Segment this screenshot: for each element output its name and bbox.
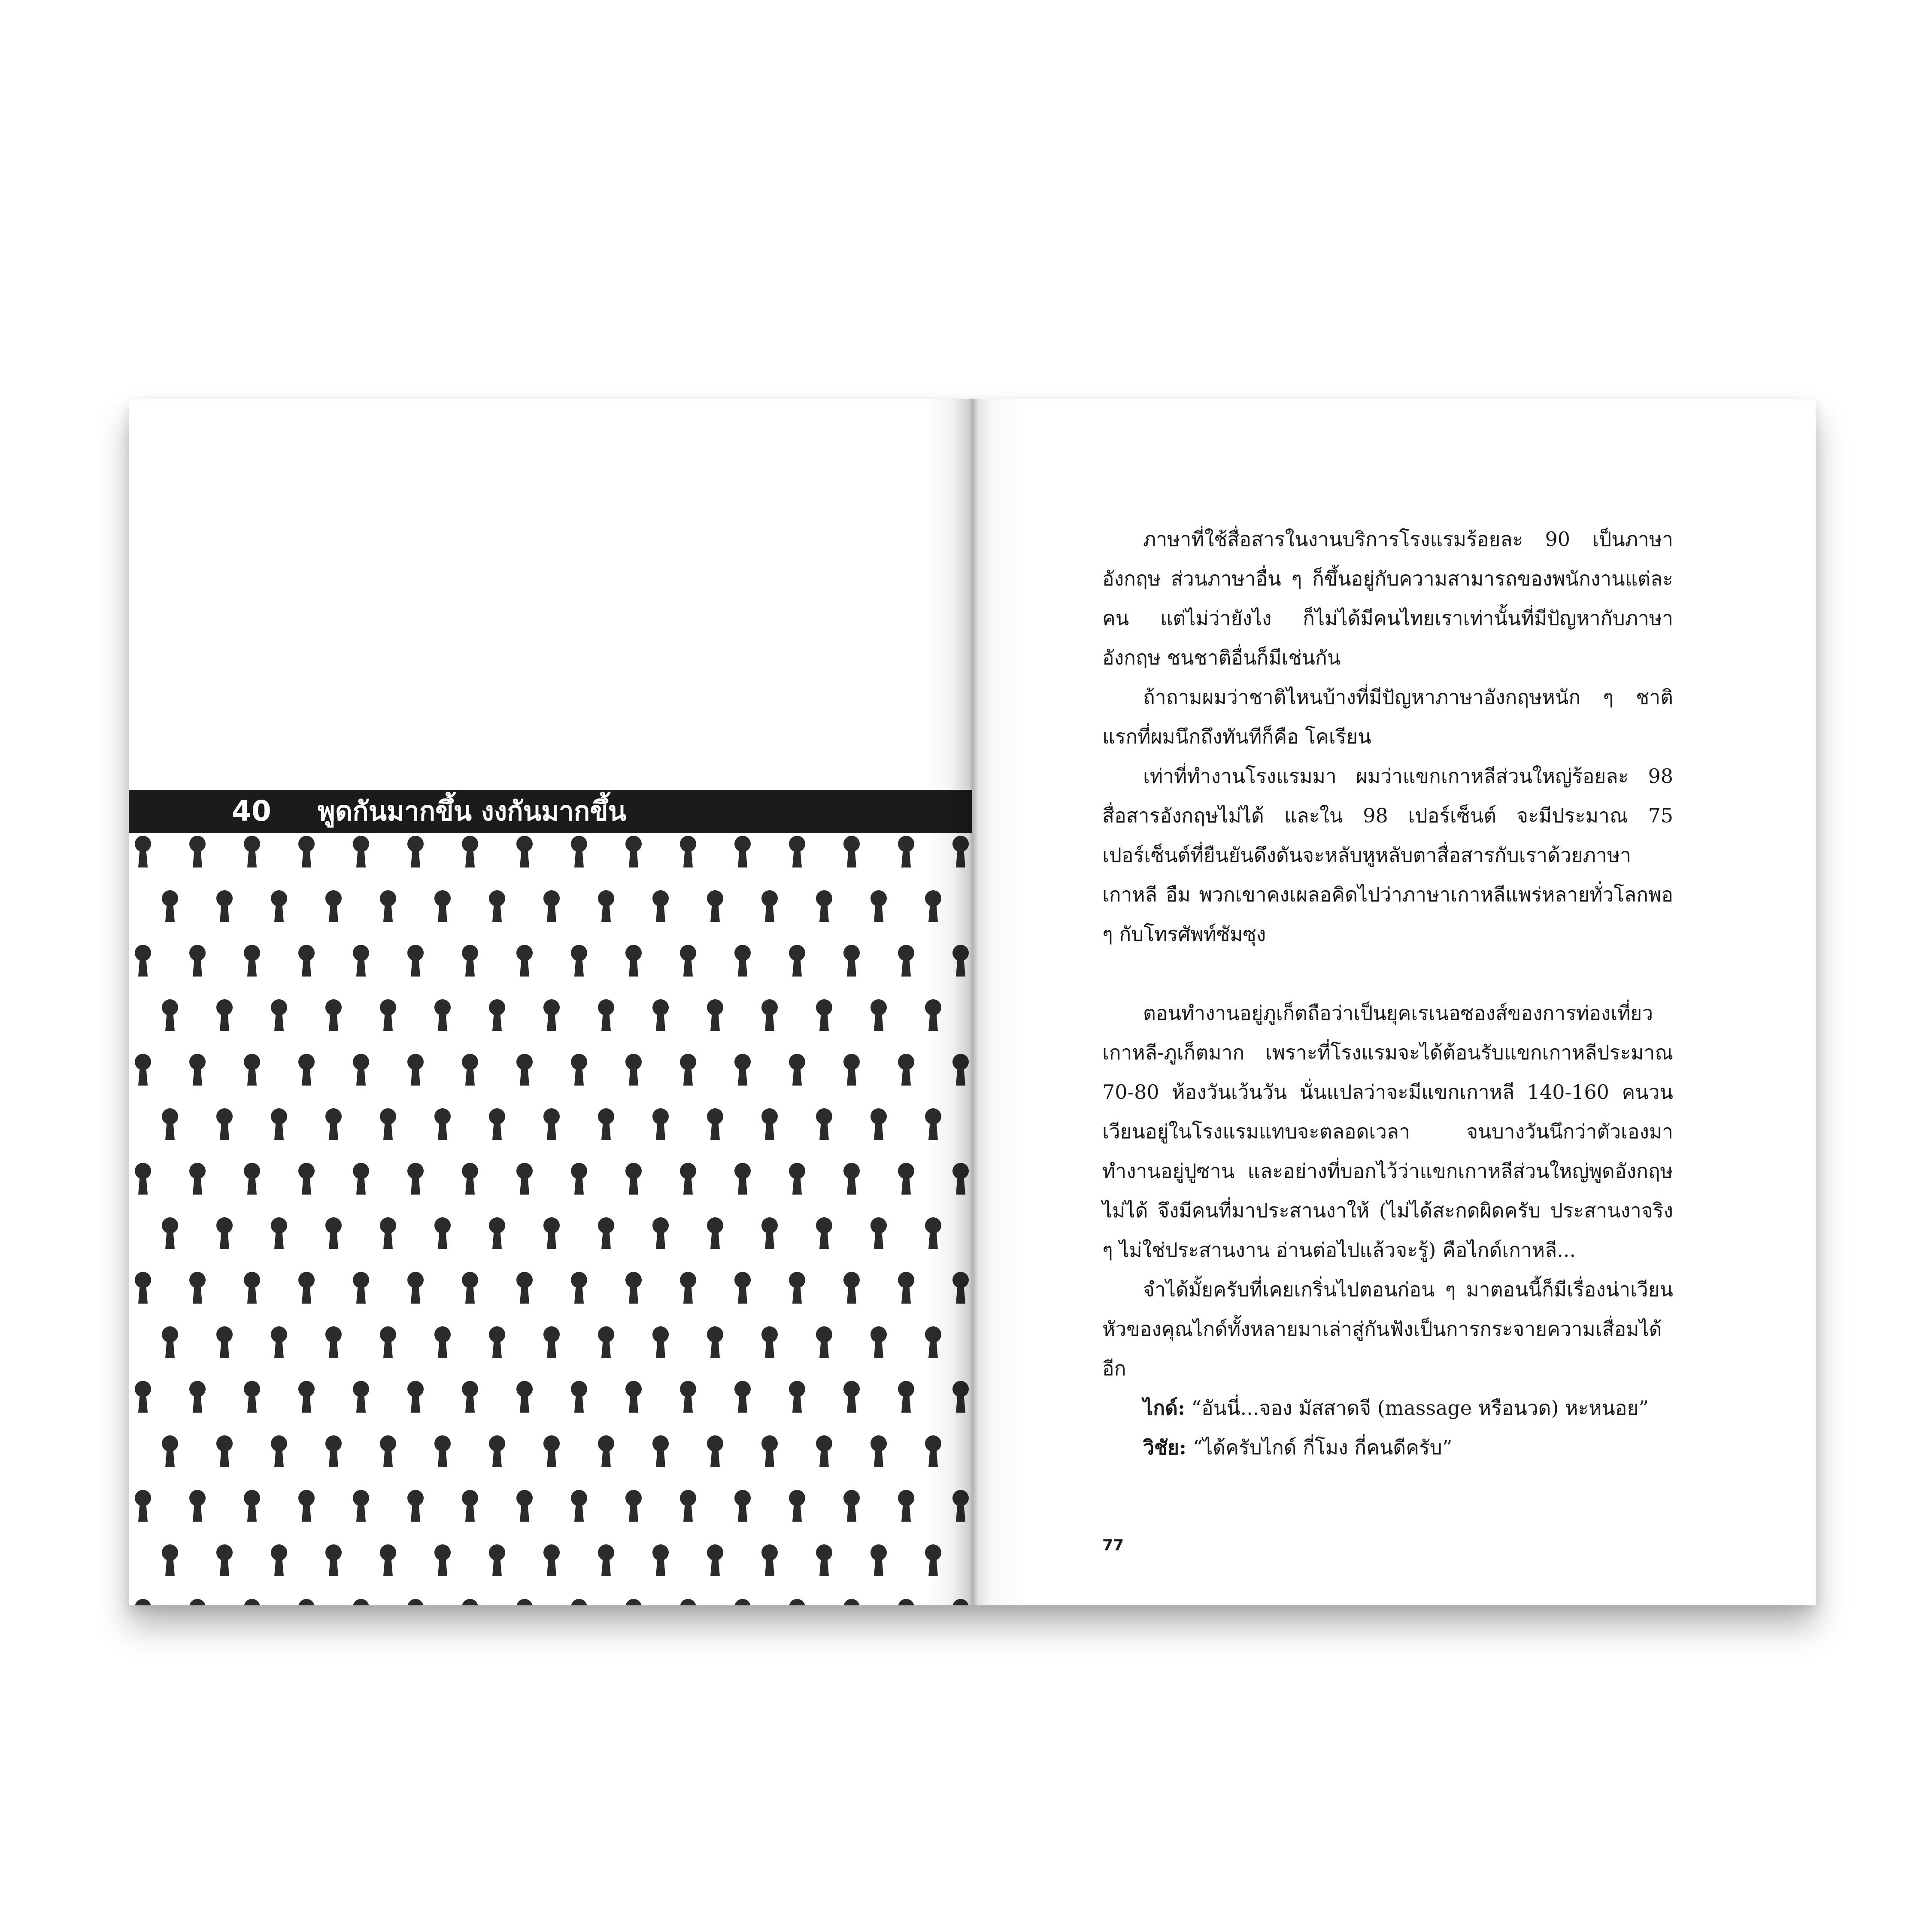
keyhole-icon — [870, 1326, 887, 1358]
keyhole-icon — [162, 1326, 178, 1358]
keyhole-icon — [407, 1381, 424, 1413]
keyhole-icon — [598, 1544, 614, 1576]
dialogue-speaker: ไกด์: — [1143, 1396, 1185, 1419]
keyhole-icon — [789, 836, 805, 867]
keyhole-icon — [271, 1544, 287, 1576]
keyhole-icon — [707, 890, 723, 922]
keyhole-icon — [598, 890, 614, 922]
keyhole-icon — [380, 1435, 396, 1467]
keyhole-icon — [216, 999, 233, 1031]
keyhole-icon — [707, 999, 723, 1031]
keyhole-icon — [952, 945, 969, 977]
keyhole-icon — [843, 836, 860, 867]
keyhole-icon — [325, 1544, 342, 1576]
keyhole-icon — [652, 890, 669, 922]
dialogue-text: “อันนี่...จอง มัสสาดจี (massage หรือนวด) หะหนอย” — [1191, 1396, 1649, 1419]
keyhole-icon — [761, 1217, 778, 1249]
keyhole-icon — [652, 1108, 669, 1140]
keyhole-icon — [189, 1272, 206, 1304]
chapter-number: 40 — [232, 795, 271, 828]
keyhole-icon — [162, 1435, 178, 1467]
keyhole-icon — [707, 1217, 723, 1249]
keyhole-icon — [462, 1599, 478, 1605]
keyhole-icon — [462, 1054, 478, 1086]
paragraph: ถ้าถามผมว่าชาติไหนบ้างที่มีปัญหาภาษาอังกฤษหนัก ๆ ชาติแรกที่ผมนึกถึงทันทีก็คือ โคเรียน — [1102, 685, 1673, 748]
keyhole-icon — [298, 945, 315, 977]
keyhole-icon — [571, 1272, 587, 1304]
book-spread — [129, 399, 1816, 1605]
keyhole-icon — [298, 1381, 315, 1413]
keyhole-icon — [816, 890, 832, 922]
paragraph: ภาษาที่ใช้สื่อสารในงานบริการโรงแรมร้อยละ 90 เป็นภาษาอังกฤษ ส่วนภาษาอื่น ๆ ก็ขึ้นอยู่กับความสามารถของพนักงานแต่ละคน แต่ไม่ว่ายังไง ก็ไม่ได้มีคนไทยเราเท่านั้นที่มีปัญหากับภาษาอังกฤษ ชนชาติอื่นก็มีเช่นกัน — [1102, 528, 1673, 669]
keyhole-icon — [843, 1272, 860, 1304]
dialogue-speaker: วิชัย: — [1143, 1436, 1186, 1459]
keyhole-icon — [625, 945, 642, 977]
keyhole-icon — [434, 1217, 451, 1249]
chapter-header-bar — [129, 790, 972, 833]
keyhole-icon — [353, 1381, 369, 1413]
keyhole-icon — [407, 836, 424, 867]
keyhole-icon — [734, 1490, 751, 1522]
keyhole-icon — [516, 1163, 533, 1195]
keyhole-icon — [516, 1490, 533, 1522]
keyhole-icon — [652, 1435, 669, 1467]
keyhole-icon — [407, 1272, 424, 1304]
keyhole-icon — [680, 1490, 696, 1522]
keyhole-icon — [462, 1490, 478, 1522]
keyhole-icon — [898, 945, 914, 977]
keyhole-icon — [843, 1381, 860, 1413]
keyhole-icon — [216, 1326, 233, 1358]
keyhole-icon — [952, 1054, 969, 1086]
keyhole-icon — [353, 836, 369, 867]
keyhole-icon — [434, 1326, 451, 1358]
keyhole-icon — [571, 836, 587, 867]
keyhole-icon — [271, 1108, 287, 1140]
keyhole-icon — [816, 1217, 832, 1249]
keyhole-icon — [898, 836, 914, 867]
keyhole-icon — [925, 890, 941, 922]
keyhole-icon — [489, 1108, 505, 1140]
keyhole-icon — [380, 1108, 396, 1140]
keyhole-icon — [870, 999, 887, 1031]
keyhole-icon — [652, 1544, 669, 1576]
keyhole-icon — [925, 1108, 941, 1140]
keyhole-icon — [189, 1054, 206, 1086]
keyhole-icon — [598, 1435, 614, 1467]
keyhole-icon — [407, 1054, 424, 1086]
keyhole-icon — [571, 1054, 587, 1086]
keyhole-icon — [816, 999, 832, 1031]
keyhole-icon — [761, 1108, 778, 1140]
keyhole-icon — [625, 1599, 642, 1605]
keyhole-icon — [870, 1435, 887, 1467]
keyhole-icon — [353, 1054, 369, 1086]
keyhole-icon — [707, 1544, 723, 1576]
keyhole-icon — [952, 1381, 969, 1413]
keyhole-icon — [135, 1490, 151, 1522]
keyhole-icon — [680, 1054, 696, 1086]
keyhole-icon — [298, 1054, 315, 1086]
keyhole-icon — [543, 1435, 560, 1467]
keyhole-icon — [598, 1217, 614, 1249]
keyhole-icon — [925, 1217, 941, 1249]
keyhole-icon — [925, 1435, 941, 1467]
keyhole-icon — [489, 1435, 505, 1467]
keyhole-icon — [543, 1544, 560, 1576]
page-number: 77 — [1102, 1537, 1124, 1554]
keyhole-icon — [189, 1490, 206, 1522]
keyhole-icon — [952, 1272, 969, 1304]
keyhole-icon — [325, 1435, 342, 1467]
keyhole-icon — [162, 1544, 178, 1576]
paragraph: จำได้มั้ยครับที่เคยเกริ่นไปตอนก่อน ๆ มาตอนนี้ก็มีเรื่องน่าเวียนหัวของคุณไกด์ทั้งหลายมาเล่าสู่กันฟังเป็นการกระจายความเสื่อมได้อีก — [1102, 1278, 1673, 1380]
keyhole-icon — [952, 1163, 969, 1195]
keyhole-icon — [135, 945, 151, 977]
keyhole-icon — [407, 945, 424, 977]
keyhole-icon — [298, 836, 315, 867]
keyhole-icon — [816, 1326, 832, 1358]
keyhole-icon — [843, 945, 860, 977]
keyhole-icon — [598, 1108, 614, 1140]
keyhole-icon — [625, 1381, 642, 1413]
keyhole-icon — [680, 1381, 696, 1413]
keyhole-icon — [434, 999, 451, 1031]
keyhole-icon — [462, 836, 478, 867]
keyhole-icon — [707, 1435, 723, 1467]
keyhole-icon — [489, 999, 505, 1031]
keyhole-icon — [407, 1599, 424, 1605]
keyhole-icon — [571, 945, 587, 977]
keyhole-icon — [135, 1599, 151, 1605]
keyhole-icon — [761, 890, 778, 922]
keyhole-icon — [898, 1163, 914, 1195]
keyhole-icon — [298, 1163, 315, 1195]
dialogue-line — [1102, 1428, 1673, 1467]
keyhole-icon — [353, 1163, 369, 1195]
keyhole-icon — [734, 945, 751, 977]
keyhole-icon — [162, 1108, 178, 1140]
keyhole-icon — [244, 1163, 260, 1195]
body-text — [1102, 519, 1673, 1467]
keyhole-icon — [189, 1381, 206, 1413]
keyhole-icon — [789, 1054, 805, 1086]
keyhole-icon — [216, 1217, 233, 1249]
keyhole-icon — [870, 890, 887, 922]
keyhole-icon — [489, 1326, 505, 1358]
keyhole-icon — [843, 1490, 860, 1522]
keyhole-icon — [189, 1163, 206, 1195]
keyhole-pattern-graphic — [129, 833, 972, 1605]
keyhole-icon — [598, 999, 614, 1031]
keyhole-icon — [734, 1381, 751, 1413]
keyhole-icon — [571, 1381, 587, 1413]
keyhole-icon — [271, 1217, 287, 1249]
paragraph: ตอนทำงานอยู่ภูเก็ตถือว่าเป็นยุคเรเนอซองส์ของการท่องเที่ยวเกาหลี-ภูเก็ตมาก เพราะที่โรงแรมจะได้ต้อนรับแขกเกาหลีประมาณ 70-80 ห้องวันเว้นวัน นั่นแปลว่าจะมีแขกเกาหลี 140-160 คนวนเวียนอยู่ในโรงแรมแทบจะตลอดเวลา จนบางวันนึกว่าตัวเองมาทำงานอยู่ปูซาน และอย่างที่บอกไว้ว่าแขกเกาหลีส่วนใหญ่พูดอังกฤษไม่ได้ จึงมีคนที่มาประสานงาให้ (ไม่ได้สะกดผิดครับ ประสานงาจริง ๆ ไม่ใช่ประสานงาน อ่านต่อไปแล้วจะรู้) คือไกด์เกาหลี... — [1102, 1001, 1673, 1262]
keyhole-icon — [543, 890, 560, 922]
keyhole-icon — [680, 1272, 696, 1304]
keyhole-icon — [543, 1326, 560, 1358]
keyhole-icon — [516, 945, 533, 977]
keyhole-icon — [680, 1163, 696, 1195]
keyhole-icon — [298, 1599, 315, 1605]
keyhole-icon — [271, 999, 287, 1031]
keyhole-icon — [407, 1490, 424, 1522]
keyhole-icon — [271, 1435, 287, 1467]
keyhole-icon — [734, 1163, 751, 1195]
keyhole-icon — [462, 1381, 478, 1413]
keyhole-icon — [135, 1163, 151, 1195]
keyhole-icon — [516, 836, 533, 867]
keyhole-icon — [761, 1435, 778, 1467]
dialogue-text: “ได้ครับไกด์ กี่โมง กี่คนดีครับ” — [1192, 1436, 1453, 1459]
keyhole-icon — [761, 1544, 778, 1576]
keyhole-icon — [734, 1599, 751, 1605]
keyhole-icon — [135, 1054, 151, 1086]
section-break — [1102, 954, 1673, 993]
keyhole-icon — [516, 1381, 533, 1413]
keyhole-icon — [162, 1217, 178, 1249]
keyhole-icon — [325, 1108, 342, 1140]
keyhole-icon — [680, 836, 696, 867]
keyhole-icon — [734, 1272, 751, 1304]
keyhole-pattern — [129, 833, 972, 1605]
keyhole-icon — [952, 1490, 969, 1522]
keyhole-icon — [925, 1326, 941, 1358]
keyhole-icon — [462, 1163, 478, 1195]
keyhole-icon — [325, 1217, 342, 1249]
keyhole-icon — [380, 999, 396, 1031]
keyhole-icon — [652, 1217, 669, 1249]
keyhole-icon — [462, 945, 478, 977]
paragraph: เท่าที่ทำงานโรงแรมมา ผมว่าแขกเกาหลีส่วนใหญ่ร้อยละ 98 สื่อสารอังกฤษไม่ได้ และใน 98 เปอร์เซ็นต์ จะมีประมาณ 75 เปอร์เซ็นต์ที่ยืนยันดึงดันจะหลับหูหลับตาสื่อสารกับเราด้วยภาษาเกาหลี อืม พวกเขาคงเผลอคิดไปว่าภาษาเกาหลีแพร่หลายทั่วโลกพอ ๆ กับโทรศัพท์ซัมซุง — [1102, 764, 1673, 946]
keyhole-icon — [898, 1381, 914, 1413]
dialogue-line — [1102, 1388, 1673, 1428]
keyhole-icon — [244, 1054, 260, 1086]
keyhole-icon — [244, 836, 260, 867]
keyhole-icon — [353, 1272, 369, 1304]
keyhole-icon — [434, 1544, 451, 1576]
keyhole-icon — [789, 945, 805, 977]
keyhole-icon — [543, 999, 560, 1031]
keyhole-icon — [216, 890, 233, 922]
keyhole-icon — [898, 1490, 914, 1522]
keyhole-icon — [298, 1490, 315, 1522]
keyhole-icon — [898, 1054, 914, 1086]
keyhole-icon — [925, 1544, 941, 1576]
keyhole-icon — [598, 1326, 614, 1358]
keyhole-icon — [216, 1108, 233, 1140]
keyhole-icon — [189, 1599, 206, 1605]
keyhole-icon — [625, 836, 642, 867]
keyhole-icon — [952, 836, 969, 867]
keyhole-icon — [325, 1326, 342, 1358]
keyhole-icon — [489, 1544, 505, 1576]
keyhole-icon — [244, 945, 260, 977]
keyhole-icon — [543, 1217, 560, 1249]
keyhole-icon — [244, 1272, 260, 1304]
keyhole-icon — [734, 836, 751, 867]
keyhole-icon — [625, 1163, 642, 1195]
keyhole-icon — [843, 1599, 860, 1605]
keyhole-icon — [652, 999, 669, 1031]
keyhole-icon — [462, 1272, 478, 1304]
chapter-title: พูดกันมากขึ้น งงกันมากขึ้น — [318, 795, 627, 827]
keyhole-icon — [353, 945, 369, 977]
keyhole-icon — [870, 1544, 887, 1576]
keyhole-icon — [789, 1272, 805, 1304]
keyhole-icon — [244, 1599, 260, 1605]
keyhole-icon — [870, 1217, 887, 1249]
keyhole-icon — [625, 1490, 642, 1522]
keyhole-icon — [789, 1490, 805, 1522]
keyhole-icon — [680, 1599, 696, 1605]
keyhole-icon — [516, 1272, 533, 1304]
keyhole-icon — [489, 1217, 505, 1249]
keyhole-icon — [789, 1381, 805, 1413]
keyhole-icon — [952, 1599, 969, 1605]
keyhole-icon — [298, 1272, 315, 1304]
keyhole-icon — [761, 999, 778, 1031]
keyhole-icon — [625, 1054, 642, 1086]
keyhole-icon — [434, 1108, 451, 1140]
keyhole-icon — [707, 1326, 723, 1358]
keyhole-icon — [380, 1544, 396, 1576]
keyhole-icon — [543, 1108, 560, 1140]
keyhole-icon — [898, 1599, 914, 1605]
keyhole-icon — [652, 1326, 669, 1358]
keyhole-icon — [816, 1544, 832, 1576]
keyhole-icon — [843, 1163, 860, 1195]
keyhole-icon — [761, 1326, 778, 1358]
keyhole-icon — [680, 945, 696, 977]
keyhole-icon — [244, 1490, 260, 1522]
keyhole-icon — [898, 1272, 914, 1304]
keyhole-icon — [489, 890, 505, 922]
keyhole-icon — [516, 1599, 533, 1605]
keyhole-icon — [380, 890, 396, 922]
keyhole-icon — [325, 999, 342, 1031]
keyhole-icon — [244, 1381, 260, 1413]
keyhole-icon — [162, 890, 178, 922]
keyhole-icon — [816, 1435, 832, 1467]
keyhole-icon — [734, 1054, 751, 1086]
keyhole-icon — [135, 836, 151, 867]
keyhole-icon — [816, 1108, 832, 1140]
keyhole-icon — [216, 1435, 233, 1467]
keyhole-icon — [571, 1599, 587, 1605]
keyhole-icon — [380, 1217, 396, 1249]
keyhole-icon — [789, 1163, 805, 1195]
keyhole-icon — [407, 1163, 424, 1195]
right-page — [972, 399, 1816, 1605]
keyhole-icon — [434, 890, 451, 922]
keyhole-icon — [789, 1599, 805, 1605]
keyhole-icon — [843, 1054, 860, 1086]
keyhole-icon — [434, 1435, 451, 1467]
keyhole-icon — [325, 890, 342, 922]
keyhole-icon — [380, 1326, 396, 1358]
keyhole-icon — [271, 1326, 287, 1358]
keyhole-icon — [353, 1490, 369, 1522]
keyhole-icon — [571, 1163, 587, 1195]
keyhole-icon — [571, 1490, 587, 1522]
left-page — [129, 399, 972, 1605]
keyhole-icon — [189, 945, 206, 977]
keyhole-icon — [135, 1272, 151, 1304]
keyhole-icon — [189, 836, 206, 867]
keyhole-icon — [925, 999, 941, 1031]
keyhole-icon — [870, 1108, 887, 1140]
keyhole-icon — [135, 1381, 151, 1413]
keyhole-icon — [516, 1054, 533, 1086]
keyhole-icon — [707, 1108, 723, 1140]
keyhole-icon — [162, 999, 178, 1031]
keyhole-icon — [625, 1272, 642, 1304]
keyhole-icon — [353, 1599, 369, 1605]
keyhole-icon — [271, 890, 287, 922]
keyhole-icon — [216, 1544, 233, 1576]
